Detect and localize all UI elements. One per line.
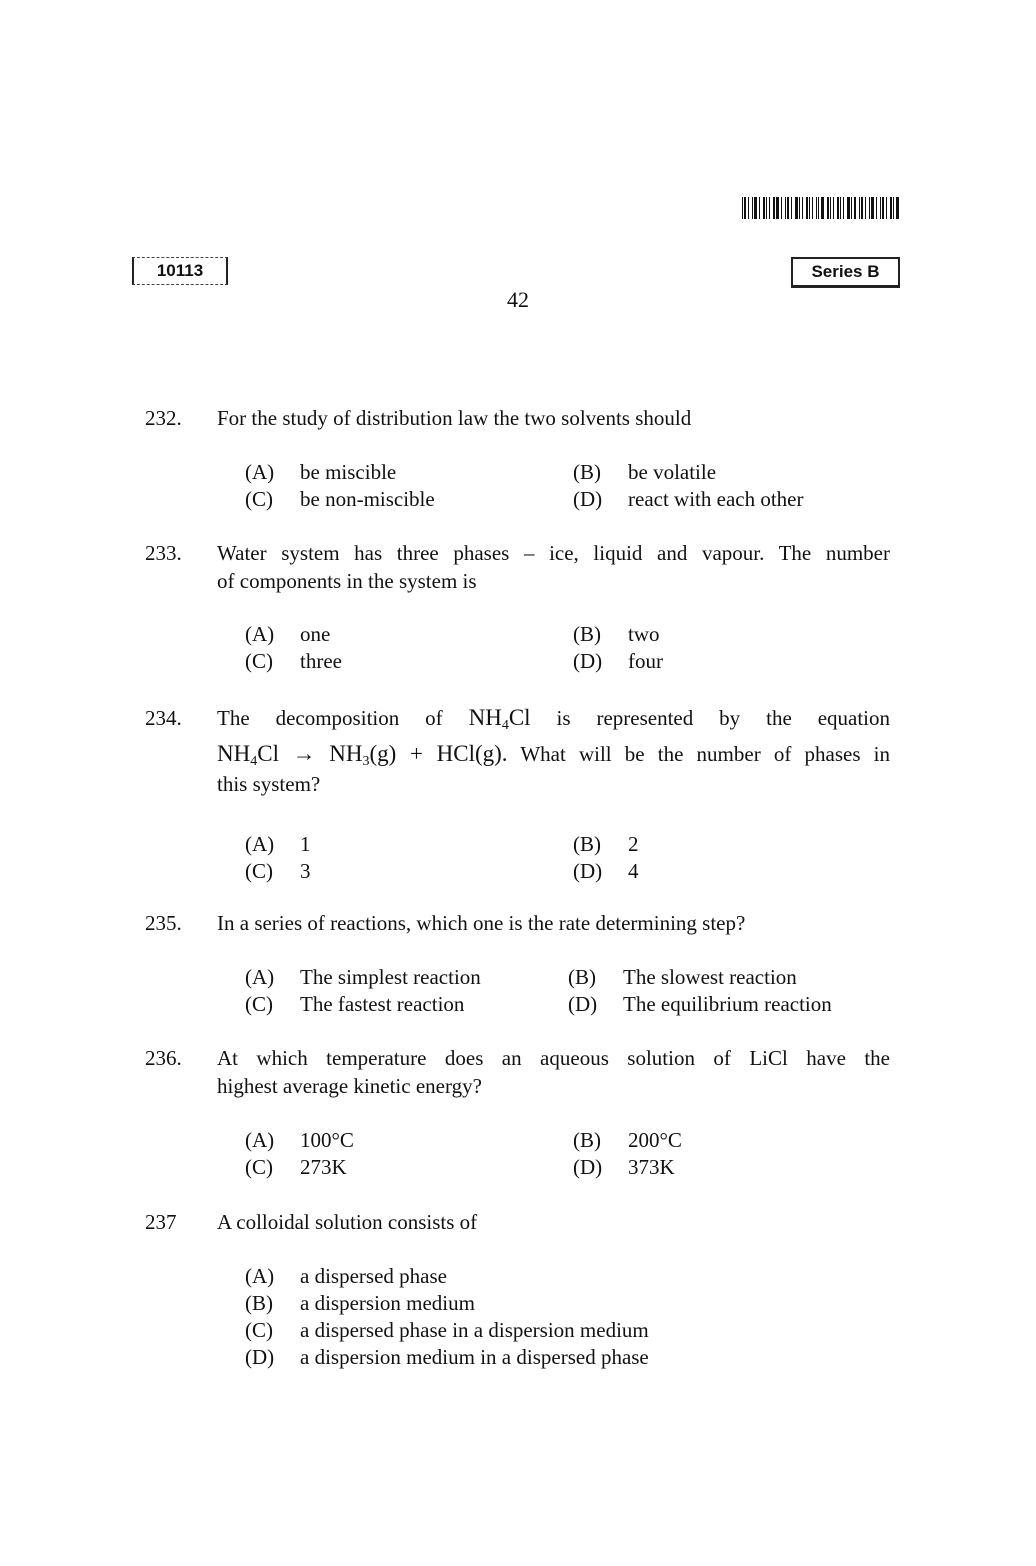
barcode-bar [809,197,810,219]
barcode-bar [785,197,786,219]
option-d: (D) The equilibrium reaction [568,992,832,1016]
barcode-bar [821,197,824,219]
page-number: 42 [507,287,529,312]
barcode-bar [890,197,892,219]
question-number: 236. [145,1046,182,1070]
barcode-bar [843,197,844,219]
option-d: (D) react with each other [573,487,804,511]
barcode-bar [795,197,798,219]
question-number: 234. [145,706,182,730]
option-b: (B) two [573,622,660,646]
barcode-bar [896,197,899,219]
option-a: (A) one [245,622,331,646]
option-a: (A) be miscible [245,460,397,484]
barcode-bar [816,197,817,219]
question-text: Water system has three phases – ice, liquid and vapour. The number of components in the system is [217,541,890,593]
barcode-bar [763,197,765,219]
compound-formula: $NH_4Cl$ [468,705,531,733]
question-text: At which temperature does an aqueous solution of LiCl have the highest average kinetic energy? [217,1046,890,1098]
question-number: 235. [145,911,182,935]
barcode-bar [776,197,779,219]
barcode-bar [818,197,819,219]
option-a: (A) a dispersed phase [245,1264,447,1288]
barcode-bar [847,197,850,219]
option-b: (B) 2 [573,832,639,856]
barcode-bar [865,197,866,219]
series-label: Series B [811,262,880,281]
question-text: In a series of reactions, which one is the rate determining step? [217,911,746,935]
reaction-equation: $NH_4Cl \to NH_3(g) + HCl(g)$. [217,741,508,769]
option-b: (B) 200°C [573,1128,682,1152]
paper-code-box [132,257,228,285]
question-text: For the study of distribution law the two solvents should [217,406,692,430]
barcode-bar [766,197,767,219]
option-c: (C) a dispersed phase in a dispersion medium [245,1318,649,1342]
barcode-bar [833,197,834,219]
barcode-bar [787,197,789,219]
paper-code: 10113 [156,261,204,280]
option-a: (A) 100°C [245,1128,354,1152]
barcode-bar [799,197,800,219]
option-b: (B) The slowest reaction [568,965,797,989]
barcode-bar [869,197,870,219]
barcode-bar [769,197,770,219]
question-text: A colloidal solution consists of [217,1210,478,1234]
barcode-bar [886,197,887,219]
option-c: (C) 3 [245,859,311,883]
option-d: (D) four [573,649,663,673]
barcode-bar [752,197,753,219]
barcode-bar [754,197,757,219]
barcode-bar [830,197,831,219]
barcode-bar [840,197,841,219]
barcode-bar [742,197,743,219]
barcode-bar [781,197,782,219]
barcode-bar [876,197,877,219]
barcode-bar [859,197,860,219]
barcode-bar [882,197,884,219]
question-number: 233. [145,541,182,565]
series-box [791,257,900,288]
option-c: (C) 273K [245,1155,347,1179]
option-b: (B) be volatile [573,460,717,484]
option-d: (D) 4 [573,859,639,883]
question-text: The decomposition of $NH_4Cl$ is represented by the equation $NH_4Cl \to NH_3(g) + HCl(g)$. What will be the number of phases in this system? [217,705,891,796]
barcode-bar [773,197,775,219]
option-d: (D) a dispersion medium in a dispersed phase [245,1345,649,1369]
barcode-bar [851,197,852,219]
barcode-bar [871,197,874,219]
option-c: (C) The fastest reaction [245,992,465,1016]
barcode-bar [893,197,894,219]
barcode-bar [854,197,856,219]
barcode-bar [802,197,803,219]
barcode-bar [812,197,814,219]
barcode-bar [748,197,749,219]
barcode-bar [861,197,863,219]
barcode-bar [791,197,792,219]
option-c: (C) three [245,649,342,673]
barcode-bar [744,197,746,219]
barcode-bar [806,197,808,219]
option-d: (D) 373K [573,1155,675,1179]
question-number: 232. [145,406,182,430]
option-a: (A) The simplest reaction [245,965,481,989]
barcode-bar [759,197,760,219]
barcode [742,197,902,219]
barcode-bar [880,197,881,219]
barcode-bar [837,197,839,219]
option-a: (A) 1 [245,832,311,856]
option-b: (B) a dispersion medium [245,1291,475,1315]
question-number: 237 [145,1210,177,1234]
option-c: (C) be non-miscible [245,487,435,511]
barcode-bar [827,197,829,219]
